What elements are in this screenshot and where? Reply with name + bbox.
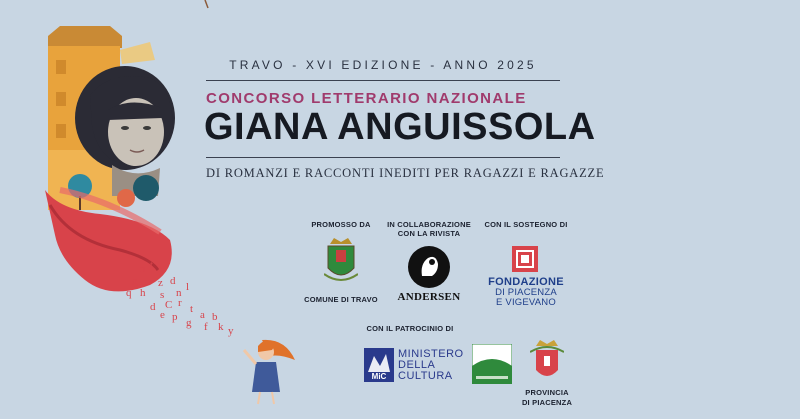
svg-text:a: a	[200, 309, 205, 321]
svg-text:s: s	[160, 289, 165, 301]
edition-line: TRAVO - XVI EDIZIONE - ANNO 2025	[229, 58, 537, 72]
svg-text:p: p	[172, 311, 178, 323]
svg-text:d: d	[170, 275, 176, 287]
svg-text:e: e	[160, 309, 165, 321]
svg-text:f: f	[204, 321, 208, 333]
mic-line-2: DELLA	[398, 359, 436, 371]
province-line-1: PROVINCIA	[525, 388, 569, 397]
page-title: GIANA ANGUISSOLA	[204, 106, 596, 148]
svg-text:n: n	[176, 287, 182, 299]
svg-text:t: t	[150, 259, 154, 271]
flying-letters	[126, 259, 234, 337]
svg-text:r: r	[158, 263, 162, 275]
bottom-divider	[206, 157, 560, 158]
top-divider	[206, 80, 560, 81]
mic-line-3: CULTURA	[398, 370, 453, 382]
svg-text:g: g	[132, 275, 138, 287]
svg-text:h: h	[140, 287, 146, 299]
svg-text:k: k	[218, 321, 224, 333]
svg-text:q: q	[126, 287, 132, 299]
regione-logo-icon	[472, 344, 512, 384]
competition-label: CONCORSO LETTERARIO NAZIONALE	[206, 90, 527, 107]
province-line-2: DI PIACENZA	[521, 398, 573, 407]
province-crest-icon	[530, 340, 564, 384]
svg-text:n: n	[140, 263, 146, 275]
fondazione-logo-icon	[512, 246, 538, 272]
support-label: CON IL SOSTEGNO DI	[484, 220, 568, 229]
svg-text:l: l	[186, 281, 190, 293]
patronage-label: CON IL PATROCINIO DI	[366, 324, 454, 333]
fondazione-name: FONDAZIONE	[488, 276, 564, 288]
svg-text:g: g	[186, 317, 192, 329]
svg-text:z: z	[158, 277, 163, 289]
svg-text:b: b	[212, 311, 218, 323]
mic-abbr: MiC	[371, 372, 387, 381]
fondazione-sub-1: DI PIACENZA	[495, 287, 557, 298]
andersen-name: ANDERSEN	[397, 291, 461, 303]
svg-text:d: d	[150, 301, 156, 313]
svg-text:C: C	[165, 299, 173, 311]
collab-label-2: CON LA RIVISTA	[397, 229, 461, 238]
travo-crest-icon	[324, 236, 358, 286]
svg-text:t: t	[190, 303, 194, 315]
andersen-logo-icon	[408, 244, 450, 290]
girl-illustration	[244, 340, 295, 404]
promoted-label: PROMOSSO DA	[311, 220, 371, 229]
svg-text:y: y	[228, 325, 234, 337]
svg-text:r: r	[178, 297, 182, 309]
subtitle: DI ROMANZI E RACCONTI INEDITI PER RAGAZZI E RAGAZZE	[206, 166, 605, 180]
fondazione-sub-2: E VIGEVANO	[496, 297, 556, 308]
mic-line-1: MINISTERO	[398, 348, 464, 360]
collab-label-1: IN COLLABORAZIONE	[387, 220, 471, 229]
promoted-name: COMUNE DI TRAVO	[304, 295, 378, 304]
svg-text:a: a	[145, 276, 150, 288]
